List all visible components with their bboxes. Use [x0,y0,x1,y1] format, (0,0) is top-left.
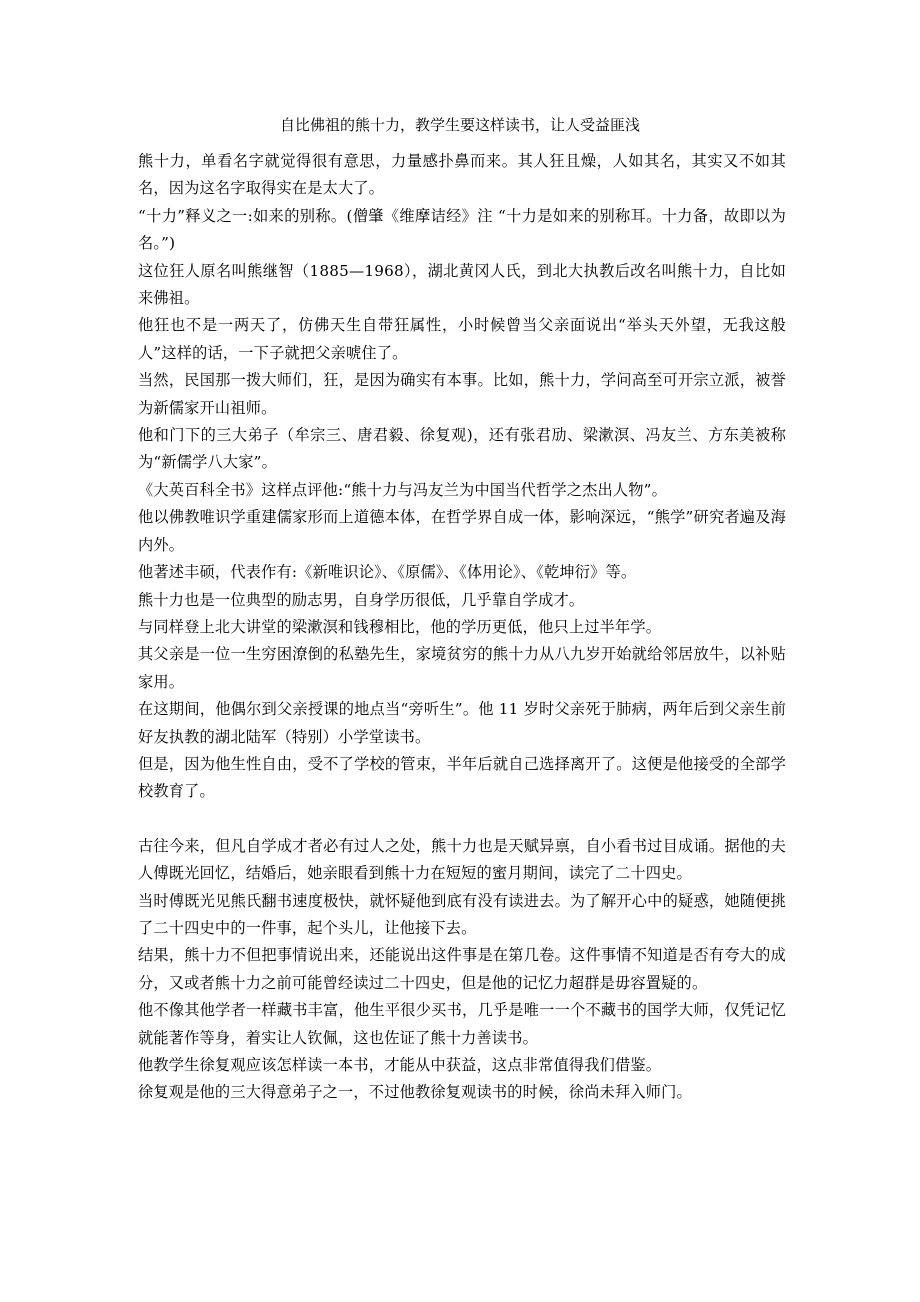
paragraph: “十力”释义之一:如来的别称。(僧肇《维摩诘经》注 “十力是如来的别称耳。十力备，故即以为名。”) [138,206,786,253]
paragraph: 与同样登上北大讲堂的梁漱溟和钱穆相比，他的学历更低，他只上过半年学。 [138,617,662,636]
paragraph: 徐复观是他的三大得意弟子之一，不过他教徐复观读书的时候，徐尚未拜入师门。 [138,1083,692,1102]
paragraph: 他不像其他学者一样藏书丰富，他生平很少买书，几乎是唯一一个不藏书的国学大师，仅凭记忆就能著作等身，着实让人钦佩，这也佐证了熊十力善读书。 [138,1001,786,1047]
paragraph: 但是，因为他生性自由，受不了学校的管束，半年后就自己选择离开了。这便是他接受的全部学校教育了。 [138,754,786,801]
paragraph: 在这期间，他偶尔到父亲授课的地点当“旁听生”。他 11 岁时父亲死于肺病，两年后到父亲生前好友执教的湖北陆军（特别）小学堂读书。 [138,700,786,746]
paragraph: 其父亲是一位一生穷困潦倒的私塾先生，家境贫穷的熊十力从八九岁开始就给邻居放牛，以补贴家用。 [138,645,786,691]
paragraph: 结果，熊十力不但把事情说出来，还能说出这件事是在第几卷。这件事情不知道是否有夸大的成分，又或者熊十力之前可能曾经读过二十四史，但是他的记忆力超群是毋容置疑的。 [138,946,786,992]
paragraph: 他和门下的三大弟子（牟宗三、唐君毅、徐复观)，还有张君劢、梁漱溟、冯友兰、方东美被称为“新儒学八大家”。 [138,426,786,472]
paragraph: 他教学生徐复观应该怎样读一本书，才能从中获益，这点非常值得我们借鉴。 [138,1056,662,1074]
paragraph: 他狂也不是一两天了，仿佛天生自带狂属性，小时候曾当父亲面说出“举头天外望，无我这般人”这样的话，一下子就把父亲唬住了。 [138,316,786,362]
section-gap [138,806,786,833]
paragraph: 熊十力，单看名字就觉得很有意思，力量感扑鼻而来。其人狂且燥，人如其名，其实又不如其名，因为这名字取得实在是太大了。 [138,152,786,198]
paragraph: 古往今来，但凡自学成才者必有过人之处，熊十力也是天赋异禀，自小看书过目成诵。据他的夫人傅既光回忆，结婚后，她亲眼看到熊十力在短短的蜜月期间，读完了二十四史。 [138,836,786,883]
paragraph: 这位狂人原名叫熊继智（1885—1968），湖北黄冈人氏，到北大执教后改名叫熊十力，自比如来佛祖。 [138,261,786,308]
document-title: 自比佛祖的熊十力，教学生要这样读书，让人受益匪浅 [279,116,640,134]
paragraph: 他著述丰硕，代表作有:《新唯识论》、《原儒》、《体用论》、《乾坤衍》等。 [138,563,637,582]
paragraph: 当时傅既光见熊氏翻书速度极快，就怀疑他到底有没有读进去。为了解开心中的疑惑，她随便挑了二十四史中的一件事，起个头儿，让他接下去。 [138,891,786,937]
paragraph: 他以佛教唯识学重建儒家形而上道德本体，在哲学界自成一体，影响深远，“熊学”研究者遍及海内外。 [138,508,786,554]
paragraph: 《大英百科全书》这样点评他:“熊十力与冯友兰为中国当代哲学之杰出人物”。 [138,480,668,499]
paragraph: 当然，民国那一拨大师们，狂，是因为确实有本事。比如，熊十力，学问高至可开宗立派，被誉为新儒家开山祖师。 [138,371,786,417]
paragraph: 熊十力也是一位典型的励志男，自身学历很低，几乎靠自学成才。 [138,590,585,609]
document-body [138,148,786,1107]
